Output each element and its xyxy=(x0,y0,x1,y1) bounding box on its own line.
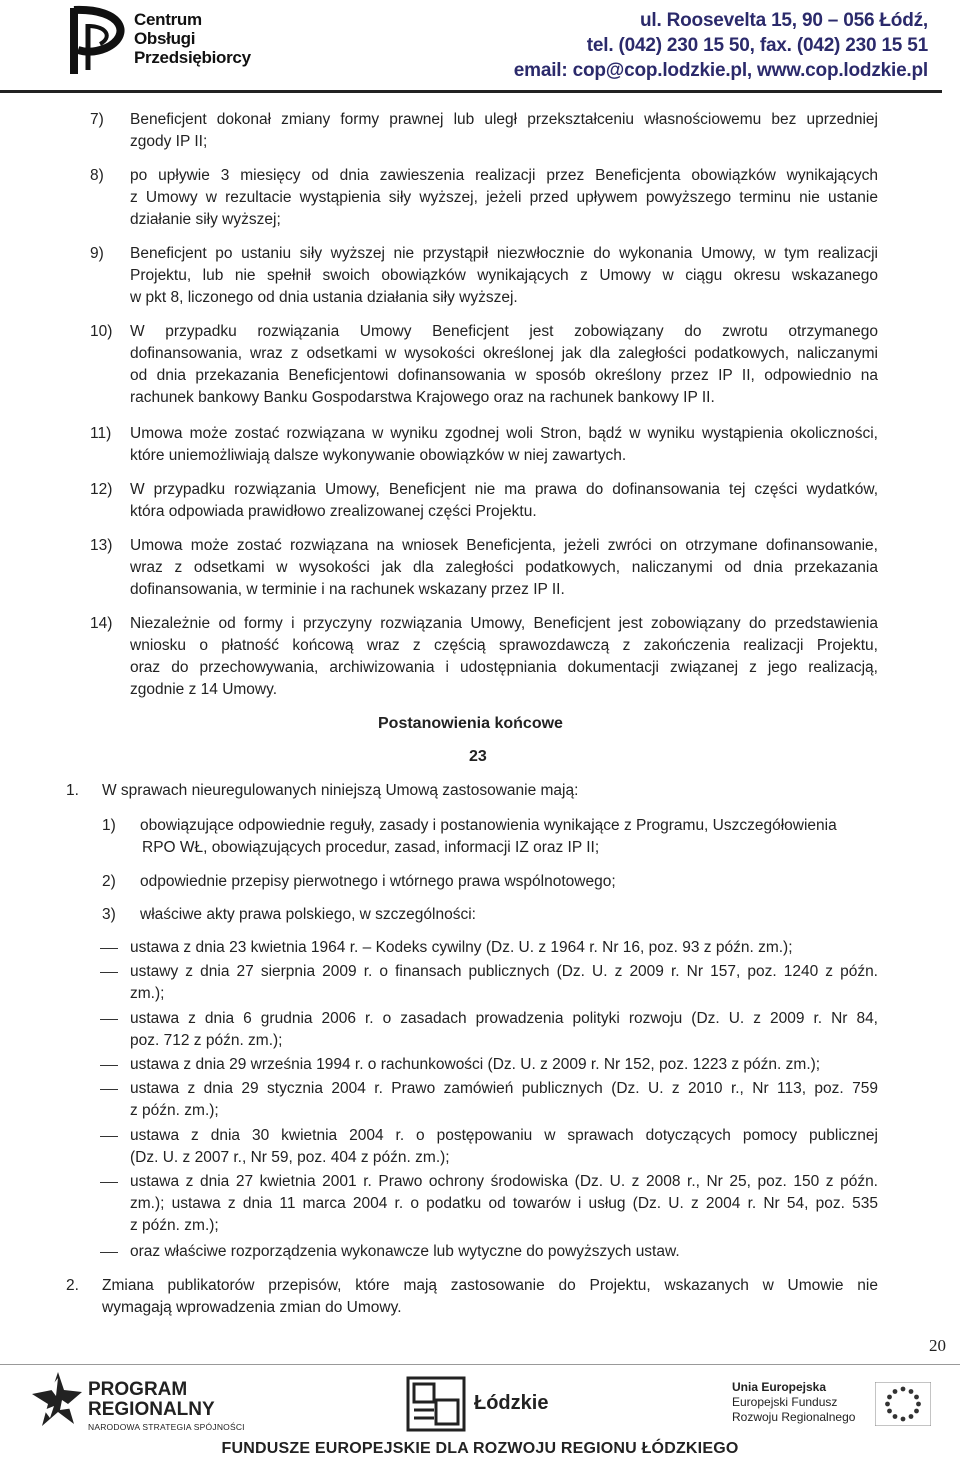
subitem-text xyxy=(140,871,878,893)
dash-bullet-icon xyxy=(100,1065,118,1066)
text-line: Umowa może zostać rozwiązana w wyniku zgodnej woli Stron, bądź w wyniku wystąpienia okoliczności, xyxy=(130,425,878,442)
program-subtitle: NARODOWA STRATEGIA SPÓJNOŚCI xyxy=(88,1422,245,1432)
item-text xyxy=(130,613,878,701)
text-line: ustawa z dnia 29 września 1994 r. o rachunkowości (Dz. U. z 2009 r. Nr 152, poz. 1223 z późn. zm.); xyxy=(130,1056,821,1073)
item-number: 14) xyxy=(90,615,113,632)
dash-item-text xyxy=(130,937,878,959)
text-line: W przypadku rozwiązania Umowy Beneficjent jest zobowiązany do zwrotu otrzymanego xyxy=(130,323,878,340)
item-number: 9) xyxy=(90,245,104,262)
phone-line: tel. (042) 230 15 50, fax. (042) 230 15 51 xyxy=(586,35,928,56)
text-line: zm.); ustawa z dnia 11 marca 2004 r. o podatku od towarów i usług (Dz. U. z 2004 r. Nr 54, poz. 535 xyxy=(130,1195,878,1212)
program-line: REGIONALNY xyxy=(88,1399,215,1420)
footer-funds-text: FUNDUSZE EUROPEJSKIE DLA ROZWOJU REGIONU ŁÓDZKIEGO xyxy=(221,1440,739,1457)
logo-line: Obsługi xyxy=(134,29,196,48)
text-line: która odpowiada prawidłowo zrealizowanej części Projektu. xyxy=(130,503,537,520)
subitem-number: 2) xyxy=(102,873,116,890)
footer-divider xyxy=(0,1364,960,1365)
program-line: PROGRAM xyxy=(88,1379,188,1400)
eu-fund-logo xyxy=(732,1380,932,1432)
subitem-number: 1) xyxy=(102,817,116,834)
text-line: w pkt 8, liczonego od dnia ustania działania siły wyższej. xyxy=(130,289,518,306)
cop-logo-mark-icon xyxy=(66,2,136,80)
lodzkie-logo xyxy=(406,1376,566,1432)
text-line: W sprawach nieuregulowanych niniejszą Umową zastosowanie mają: xyxy=(102,782,579,799)
dash-bullet-icon xyxy=(100,1089,118,1090)
cop-logo xyxy=(66,2,251,80)
text-line: oraz do przechowywania, archiwizowania i udostępniania dokumentacji związanej z jego realizacją, xyxy=(130,659,878,676)
point-text xyxy=(102,780,802,802)
text-line: po upływie 3 miesięcy od dnia zawieszenia realizacji przez Beneficjenta obowiązków wynikających xyxy=(130,167,878,184)
text-line: Zmiana publikatorów przepisów, które mają zastosowanie do Projektu, wskazanych w Umowie nie xyxy=(102,1277,878,1294)
text-line: wymagają wprowadzenia zmian do Umowy. xyxy=(102,1299,402,1316)
paragraph-number-text: 23 xyxy=(469,748,487,765)
text-line: oraz właściwe rozporządzenia wykonawcze lub wytyczne do powyższych ustaw. xyxy=(130,1243,680,1260)
item-number: 13) xyxy=(90,537,113,554)
text-line: ustawa z dnia 6 grudnia 2006 r. o zasadach prowadzenia polityki rozwoju (Dz. U. z 2009 r. Nr 84, xyxy=(130,1010,878,1027)
cop-logo-text xyxy=(134,10,251,67)
item-number: 12) xyxy=(90,481,113,498)
item-text xyxy=(130,165,878,231)
text-line: zgody IP II; xyxy=(130,133,208,150)
logo-line: Centrum xyxy=(134,10,202,29)
dash-bullet-icon xyxy=(100,972,118,973)
eu-line: Europejski Fundusz xyxy=(732,1395,838,1409)
item-number: 8) xyxy=(90,167,104,184)
page-number: 20 xyxy=(929,1336,946,1355)
text-line: rachunek bankowy Banku Gospodarstwa Krajowego oraz na rachunek bankowy IP II. xyxy=(130,389,715,406)
dash-item-text xyxy=(130,1054,878,1076)
item-number: 7) xyxy=(90,111,104,128)
text-line: RPO WŁ, obowiązujących procedur, zasad, informacji IZ oraz IP II; xyxy=(142,839,600,856)
eu-line: Unia Europejska xyxy=(732,1380,827,1394)
item-text xyxy=(130,243,878,309)
text-line: ustawa z dnia 27 kwietnia 2001 r. Prawo ochrony środowiska (Dz. U. z 2008 r., Nr 25, poz. 150 z późn. xyxy=(130,1173,878,1190)
text-line: dofinansowania, wraz z odsetkami w wysokości określonej jak dla zaległości podatkowych, naliczanymi xyxy=(130,345,878,362)
program-regionalny-logo xyxy=(28,1370,248,1436)
text-line: obowiązujące odpowiednie reguły, zasady i postanowienia wynikające z Programu, Uszczegółowienia xyxy=(140,817,837,834)
text-line: które uniemożliwiają dalsze wykonywanie obowiązków w niej zawartych. xyxy=(130,447,627,464)
paragraph-sign-icon xyxy=(455,748,469,766)
text-line: Niezależnie od formy i przyczyny rozwiązania Umowy, Beneficjent jest zobowiązany do przedstawienia xyxy=(130,615,878,632)
page-header xyxy=(0,0,960,95)
text-line: Beneficjent dokonał zmiany formy prawnej lub uległ przekształceniu własnościowemu bez uprzedniej xyxy=(130,111,878,128)
text-line: ustawa z dnia 23 kwietnia 1964 r. – Kodeks cywilny (Dz. U. z 1964 r. Nr 16, poz. 93 z późn. zm.); xyxy=(130,939,793,956)
text-line: wraz z odsetkami w wysokości jak dla zaległości podatkowych, naliczanymi od dnia przekazania xyxy=(130,559,878,576)
item-text xyxy=(130,479,878,523)
text-line: wniosku o płatność końcową wraz z częścią sprawozdawczą z zakończenia realizacji Projektu, xyxy=(130,637,878,654)
text-line: poz. 712 z późn. zm.); xyxy=(130,1032,283,1049)
dash-bullet-icon xyxy=(100,1182,118,1183)
dash-item-text xyxy=(130,1008,878,1052)
address-line: ul. Roosevelta 15, 90 – 056 Łódź, xyxy=(639,10,928,31)
text-line: W przypadku rozwiązania Umowy, Beneficjent nie ma prawa do dofinansowania tej części wydatków, xyxy=(130,481,878,498)
text-line: działanie siły wyższej; xyxy=(130,211,281,228)
item-text xyxy=(130,535,878,601)
text-line: ustawy z dnia 27 sierpnia 2009 r. o finansach publicznych (Dz. U. z 2009 r. Nr 157, poz. 1240 z późn. xyxy=(130,963,878,980)
paragraph-number xyxy=(455,748,487,766)
dash-item-text xyxy=(130,1078,878,1122)
text-line: ustawa z dnia 29 stycznia 2004 r. Prawo zamówień publicznych (Dz. U. z 2010 r., Nr 113, poz. 759 xyxy=(130,1080,878,1097)
dash-bullet-icon xyxy=(100,1252,118,1253)
eu-line: Rozwoju Regionalnego xyxy=(732,1410,856,1424)
text-line: z Umowy w rezultacie wystąpienia siły wyższej, jeżeli przed upływem powyższego terminu nie ustanie xyxy=(130,189,878,206)
item-text xyxy=(130,423,878,467)
text-line: z późn. zm.); xyxy=(130,1102,219,1119)
text-line: od dnia przekazania Beneficjentowi dofinansowania w sposób określony przez IP II, odpowiednio na xyxy=(130,367,878,384)
dash-item-text xyxy=(130,1171,878,1237)
text-line: zgodnie z 14 Umowy. xyxy=(130,681,278,698)
eu-flag-icon xyxy=(875,1382,931,1426)
dash-bullet-icon xyxy=(100,1136,118,1137)
item-number: 11) xyxy=(90,425,112,442)
item-text xyxy=(130,109,878,153)
contact-block xyxy=(514,8,928,83)
header-divider xyxy=(0,90,942,93)
item-text xyxy=(130,321,878,409)
text-line: ustawa z dnia 30 kwietnia 2004 r. o postępowaniu w sprawach dotyczących pomocy publicznej xyxy=(130,1127,878,1144)
program-title xyxy=(88,1380,215,1420)
text-line: odpowiednie przepisy pierwotnego i wtórnego prawa wspólnotowego; xyxy=(140,873,616,890)
dash-bullet-icon xyxy=(100,948,118,949)
subitem-text xyxy=(140,904,878,926)
section-title: Postanowienia końcowe xyxy=(378,715,563,732)
point-number: 1. xyxy=(66,782,79,799)
lodzkie-emblem-icon xyxy=(406,1376,466,1432)
dash-item-text xyxy=(130,1125,878,1169)
item-number: 10) xyxy=(90,323,113,340)
text-line: Projektu, lub nie spełnił swoich obowiązków wynikających z Umowy w ciągu okresu wskazanego xyxy=(130,267,878,284)
text-line: Umowa może zostać rozwiązana na wniosek Beneficjenta, jeżeli zwróci on otrzymane dofinansowanie, xyxy=(130,537,878,554)
point-text xyxy=(102,1275,878,1319)
dash-item-text xyxy=(130,961,878,1005)
subitem-number: 3) xyxy=(102,906,116,923)
subitem-text xyxy=(140,815,878,859)
text-line: zm.); xyxy=(130,985,165,1002)
text-line: właściwe akty prawa polskiego, w szczególności: xyxy=(140,906,476,923)
region-name: Łódzkie xyxy=(474,1392,549,1414)
point-number: 2. xyxy=(66,1277,79,1294)
text-line: dofinansowania, w terminie i na rachunek wskazany przez IP II. xyxy=(130,581,565,598)
logo-line: Przedsiębiorcy xyxy=(134,48,251,67)
text-line: (Dz. U. z 2007 r., Nr 59, poz. 404 z późn. zm.); xyxy=(130,1149,450,1166)
dash-item-text xyxy=(130,1241,878,1263)
text-line: Beneficjent po ustaniu siły wyższej nie przystąpił niezwłocznie do wykonania Umowy, w tym realizacji xyxy=(130,245,878,262)
eu-fund-text xyxy=(732,1380,855,1425)
program-star-icon xyxy=(28,1370,84,1436)
email-line: email: cop@cop.lodzkie.pl, www.cop.lodzkie.pl xyxy=(513,60,928,81)
text-line: z późn. zm.); xyxy=(130,1217,219,1234)
dash-bullet-icon xyxy=(100,1019,118,1020)
